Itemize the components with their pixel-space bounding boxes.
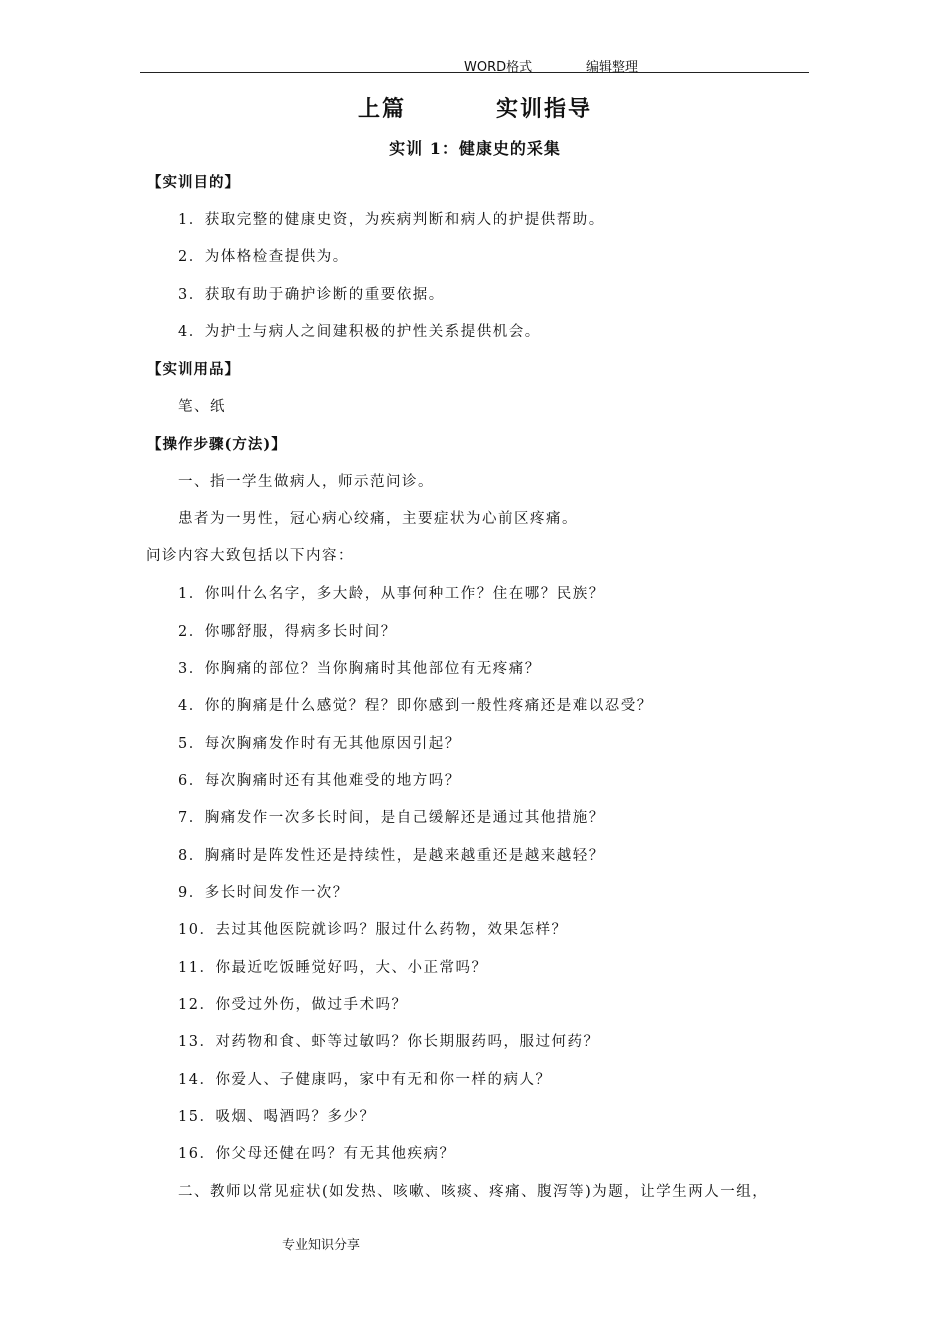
purpose-item: 1．获取完整的健康史资，为疾病判断和病人的护提供帮助。	[178, 212, 605, 228]
title-part2: 实训指导	[496, 96, 593, 122]
page-header	[140, 54, 809, 73]
question-item: 16．你父母还健在吗？有无其他疾病？	[178, 1146, 456, 1162]
question-item: 14．你爱人、子健康吗，家中有无和你一样的病人？	[178, 1072, 552, 1088]
header-edit-label: 编辑整理	[586, 60, 639, 75]
question-item: 13．对药物和食、虾等过敏吗？你长期服药吗，服过何药？	[178, 1034, 600, 1050]
document-subtitle: 实训 1：健康史的采集	[389, 139, 561, 158]
section-heading-materials: 【实训用品】	[147, 361, 240, 378]
case-description: 患者为一男性，冠心病心绞痛，主要症状为心前区疼痛。	[178, 511, 578, 527]
page-footer: 专业知识分享	[282, 1238, 361, 1253]
question-item: 8．胸痛时是阵发性还是持续性，是越来越重还是越来越轻？	[178, 848, 605, 864]
question-item: 7．胸痛发作一次多长时间，是自己缓解还是通过其他措施？	[178, 810, 605, 826]
question-item: 9．多长时间发作一次？	[178, 885, 349, 901]
section-heading-purpose: 【实训目的】	[147, 174, 240, 191]
document-title	[0, 92, 950, 123]
question-item: 1．你叫什么名字，多大龄，从事何种工作？住在哪？民族？	[178, 586, 605, 602]
question-item: 11．你最近吃饭睡觉好吗，大、小正常吗？	[178, 960, 488, 976]
question-item: 3．你胸痛的部位？当你胸痛时其他部位有无疼痛？	[178, 661, 541, 677]
question-item: 12．你受过外伤，做过手术吗？	[178, 997, 408, 1013]
inquiry-intro: 问诊内容大致包括以下内容：	[146, 548, 354, 564]
title-part1: 上篇	[357, 96, 406, 122]
purpose-item: 4．为护士与病人之间建积极的护性关系提供机会。	[178, 324, 541, 340]
question-item: 2．你哪舒服，得病多长时间？	[178, 624, 397, 640]
purpose-item: 2．为体格检查提供为。	[178, 249, 349, 265]
step-two-text: 二、教师以常见症状(如发热、咳嗽、咳痰、疼痛、腹泻等)为题，让学生两人一组，	[178, 1184, 769, 1200]
header-format-label: WORD格式	[464, 60, 533, 75]
question-item: 10．去过其他医院就诊吗？服过什么药物，效果怎样？	[178, 922, 568, 938]
step-one-text: 一、指一学生做病人，师示范问诊。	[178, 474, 434, 490]
materials-text: 笔、纸	[178, 399, 226, 415]
question-item: 15．吸烟、喝酒吗？多少？	[178, 1109, 376, 1125]
section-heading-steps: 【操作步骤(方法)】	[147, 436, 287, 453]
question-item: 6．每次胸痛时还有其他难受的地方吗？	[178, 773, 461, 789]
question-item: 5．每次胸痛发作时有无其他原因引起？	[178, 736, 461, 752]
purpose-item: 3．获取有助于确护诊断的重要依据。	[178, 287, 445, 303]
question-item: 4．你的胸痛是什么感觉？程？即你感到一般性疼痛还是难以忍受？	[178, 698, 653, 714]
